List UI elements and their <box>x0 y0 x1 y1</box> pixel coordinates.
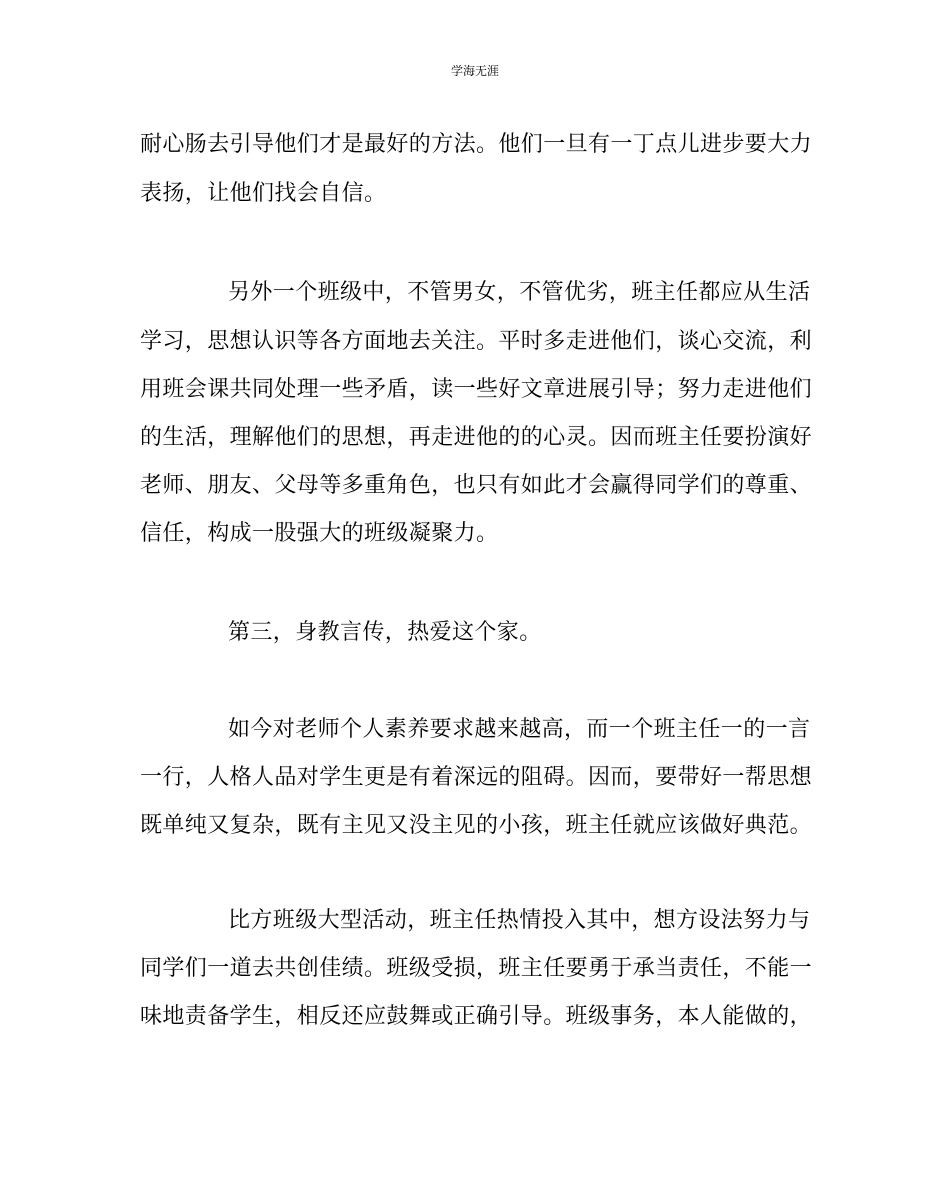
text-line: 表扬，让他们找会自信。 <box>140 181 387 206</box>
text-line: 的生活，理解他们的思想，再走进他的的心灵。因而班主任要扮演好 <box>140 425 813 450</box>
text-line: 同学们一道去共创佳绩。班级受损，班主任要勇于承当责任，不能一 <box>140 956 813 981</box>
text-line: 一行，人格人品对学生更是有着深远的阻碍。因而，要带好一帮思想 <box>140 765 813 790</box>
text-line: 老师、朋友、父母等多重角色，也只有如此才会赢得同学们的尊重、 <box>140 473 813 498</box>
text-line: 信任，构成一股强大的班级凝聚力。 <box>140 521 499 546</box>
text-line: 学习，思想认识等各方面地去关注。平时多走进他们，谈心交流，利 <box>140 329 813 354</box>
text-line: 第三，身教言传，热爱这个家。 <box>228 620 542 645</box>
text-line: 如今对老师个人素养要求越来越高，而一个班主任一的一言 <box>228 717 811 742</box>
text-line: 用班会课共同处理一些矛盾，读一些好文章进展引导；努力走进他们 <box>140 377 813 402</box>
text-line: 比方班级大型活动，班主任热情投入其中，想方设法努力与 <box>228 908 811 933</box>
text-line: 既单纯又复杂，既有主见又没主见的小孩，班主任就应该做好典范。 <box>140 813 813 838</box>
page-header: 学海无涯 <box>450 64 499 78</box>
text-line: 另外一个班级中，不管男女，不管优劣，班主任都应从生活 <box>228 280 811 305</box>
text-line: 味地责备学生，相反还应鼓舞或正确引导。班级事务，本人能做的， <box>140 1004 813 1029</box>
text-line: 耐心肠去引导他们才是最好的方法。他们一旦有一丁点儿进步要大力 <box>140 132 813 157</box>
